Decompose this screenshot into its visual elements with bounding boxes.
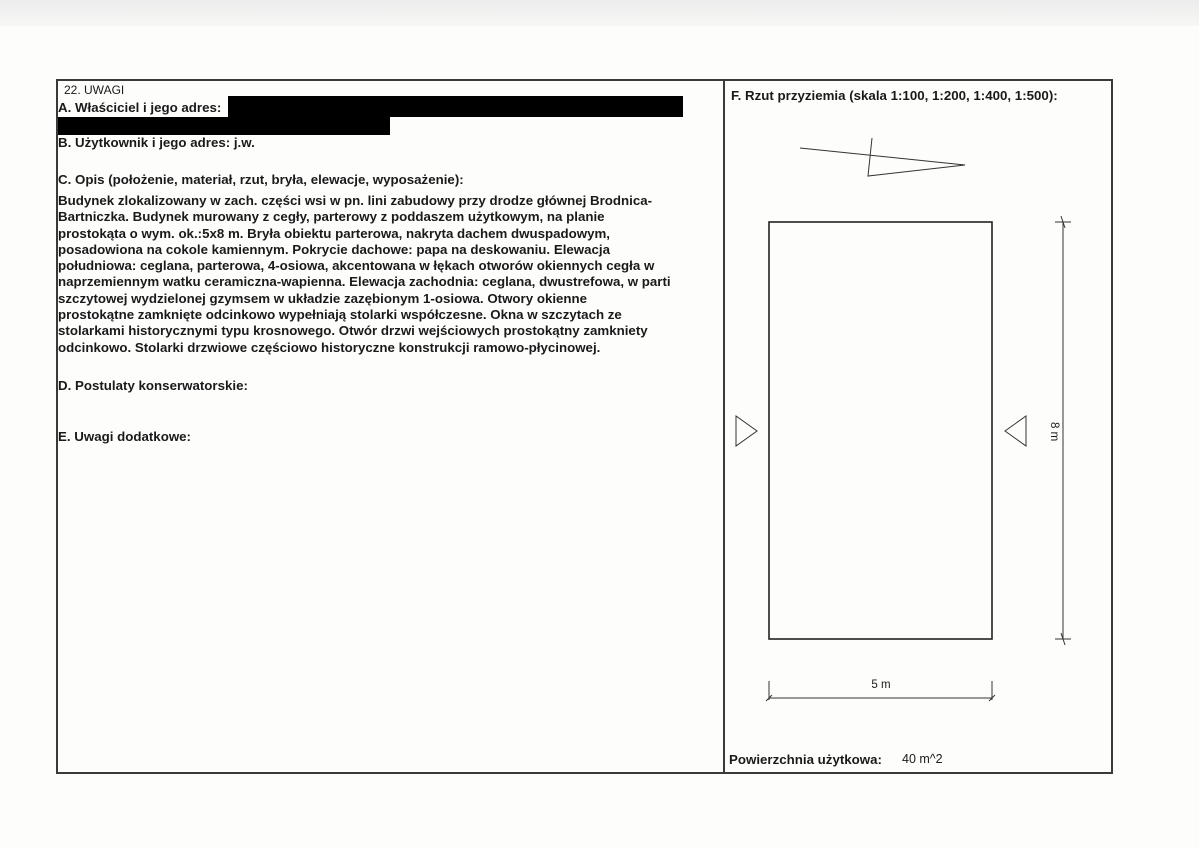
description-line: Budynek zlokalizowany w zach. części wsi w pn. lini zabudowy przy drodze głównej Brodnica- [58,193,653,208]
owner-address-redaction-line2 [58,117,390,135]
width-dimension-label: 5 m [871,679,891,691]
building-outline [769,222,992,639]
owner-address-redaction [228,96,683,117]
section-marker-right-icon [736,416,757,446]
north-arrow-icon [800,138,965,176]
floor-plan-panel [725,79,1113,774]
user-label: B. Użytkownik i jego adres: j.w. [58,135,255,150]
description-line: posadowiona na cokole kamiennym. Pokrycie dachowe: papa na deskowaniu. Elewacja [58,241,611,257]
additional-notes-label: E. Uwagi dodatkowe: [58,429,191,444]
section-number: 22. UWAGI [64,83,125,97]
scan-top-band [0,0,1199,26]
description-line: południowa: ceglana, parterowa, 4-osiowa, akcentowana w łękach otworów okiennych cegła w [58,258,655,274]
owner-label: A. Właściciel i jego adres: [58,100,222,115]
description-line: stolarkami historycznymi typu krosnowego. Otwór drzwi wejściowych prostokątny zamkniety [58,323,648,339]
description-line: odcinkowo. Stolarki drzwiowe częściowo historyczne konstrukcji ramowo-płycinowej. [58,339,601,355]
uwagi-panel [56,79,725,774]
floor-plan-drawing [725,79,1113,774]
description-text [58,193,726,356]
usable-area-label: Powierzchnia użytkowa: [729,752,882,767]
description-line: prostokątne zamknięte odcinkowo wypełniają stolarki współczesne. Okna w szczytach ze [58,307,622,323]
description-heading: C. Opis (położenie, materiał, rzut, bryła, elewacje, wyposażenie): [58,172,464,187]
conservation-label: D. Postulaty konserwatorskie: [58,378,248,393]
section-marker-left-icon [1005,416,1026,446]
usable-area-value: 40 m^2 [902,752,943,766]
description-line: szczytowej wydzielonej gzymsem w układzie zazębionym 1-osiowa. Otwory okienne [58,290,588,306]
height-dimension-label: 8 m [1048,422,1060,442]
description-line: Bartniczka. Budynek murowany z cegły, parterowy z poddaszem użytkowym, na planie [58,209,605,225]
description-line: prostokąta o wym. ok.:5x8 m. Bryła obiektu parterowa, nakryta dachem dwuspadowym, [58,225,610,241]
description-line: naprzemiennym watku ceramiczna-wapienna. Elewacja zachodnia: ceglana, dwustrefowa, w parti [58,274,671,290]
floor-plan-heading: F. Rzut przyziemia (skala 1:100, 1:200, 1:400, 1:500): [731,88,1058,103]
